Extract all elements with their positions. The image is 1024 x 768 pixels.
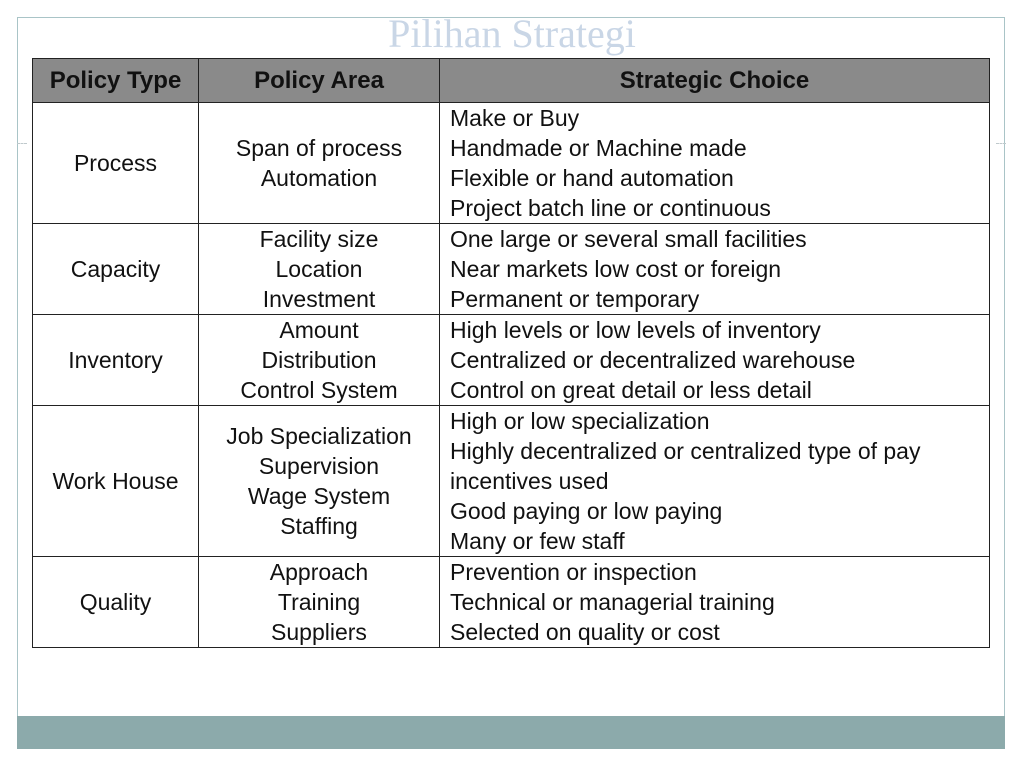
policy-area-line: Staffing [280,513,358,539]
policy-area-line: Distribution [261,347,377,373]
policy-area-cell [199,557,440,648]
policy-type-cell: Work House [33,406,199,557]
strategic-choice-line: Selected on quality or cost [450,619,720,645]
strategic-choice-line: Make or Buy [450,105,580,131]
strategic-choice-line: Technical or managerial training [450,589,775,615]
policy-area-line: Approach [269,559,369,585]
policy-area-line: Investment [262,286,376,312]
header-policy-type: Policy Type [33,59,199,103]
footer-bar [17,716,1005,749]
left-dashed-tick [17,143,27,144]
strategic-choice-line: Flexible or hand automation [450,165,734,191]
strategic-choice-line: Handmade or Machine made [450,135,747,161]
policy-area-cell [199,406,440,557]
table-row [33,406,990,557]
policy-area-line: Suppliers [271,619,367,645]
strategic-choice-line: Good paying or low paying [450,498,723,524]
policy-area-line: Job Specialization [226,423,412,449]
policy-type-cell: Inventory [33,315,199,406]
right-dashed-tick [996,143,1006,144]
strategic-choice-cell [440,224,990,315]
table-row [33,224,990,315]
policy-type-cell: Process [33,103,199,224]
strategic-choice-line: High or low specialization [450,408,710,434]
policy-area-line: Control System [240,377,398,403]
policy-area-line: Facility size [259,226,379,252]
strategic-choice-line: Control on great detail or less detail [450,377,812,403]
strategic-choice-line: Prevention or inspection [450,559,697,585]
slide-title: Pilihan Strategi [388,11,636,56]
strategic-choice-line: Centralized or decentralized warehouse [450,347,856,373]
policy-area-line: Amount [279,317,359,343]
strategic-choice-cell [440,103,990,224]
strategic-choice-cell [440,557,990,648]
policy-area-line: Automation [260,165,378,191]
policy-area-cell [199,315,440,406]
strategic-choice-line: Highly decentralized or centralized type of pay incentives used [450,438,921,494]
strategic-choice-cell [440,315,990,406]
strategic-choice-line: High levels or low levels of inventory [450,317,821,343]
policy-area-line: Training [277,589,361,615]
header-policy-area: Policy Area [199,59,440,103]
policy-area-line: Location [275,256,363,282]
policy-area-cell [199,103,440,224]
table-header-row [33,59,990,103]
policy-type-cell: Quality [33,557,199,648]
policy-area-line: Span of process [235,135,403,161]
policy-type-cell: Capacity [33,224,199,315]
header-strategic-choice: Strategic Choice [440,59,990,103]
strategic-choice-line: Many or few staff [450,528,625,554]
table-row [33,315,990,406]
strategic-choice-line: Project batch line or continuous [450,195,771,221]
strategic-choice-line: One large or several small facilities [450,226,807,252]
policy-area-cell [199,224,440,315]
policy-table [32,58,990,648]
table-row [33,557,990,648]
strategic-choice-line: Permanent or temporary [450,286,700,312]
strategic-choice-line: Near markets low cost or foreign [450,256,782,282]
policy-area-line: Supervision [258,453,380,479]
policy-area-line: Wage System [247,483,391,509]
strategic-choice-cell [440,406,990,557]
table-row [33,103,990,224]
